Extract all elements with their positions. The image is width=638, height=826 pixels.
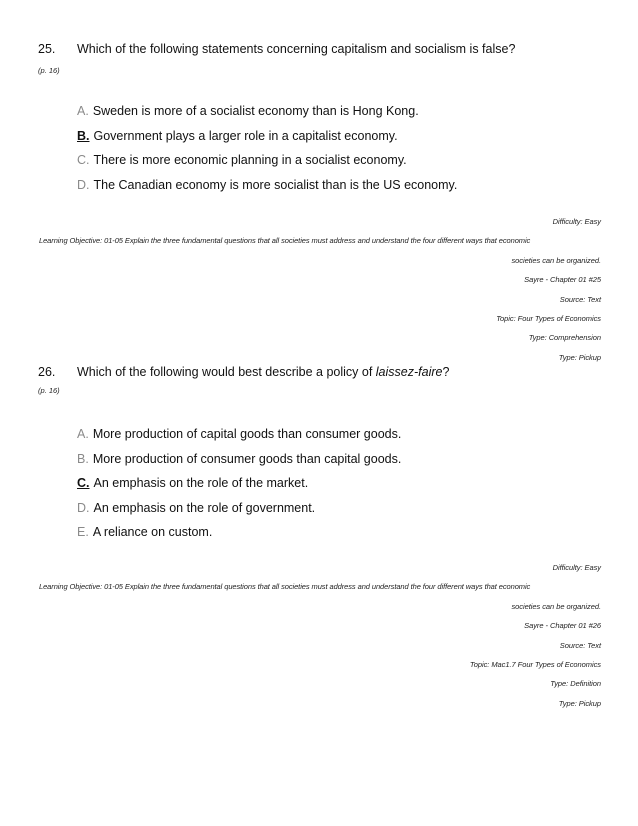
choice-b: [77, 452, 401, 477]
difficulty: Difficulty: Easy: [552, 217, 601, 226]
choice-letter: C.: [77, 153, 90, 168]
correct-choice-letter: B.: [77, 128, 90, 143]
question-type: Type: Definition: [550, 679, 601, 689]
page-reference: (p. 16): [38, 386, 60, 395]
choice-letter: D.: [77, 177, 90, 192]
correct-choice-letter: C.: [77, 476, 90, 491]
choice-d: [77, 501, 401, 526]
choice-text: More production of capital goods than consumer goods.: [92, 427, 402, 441]
question-number: 26.: [38, 365, 56, 379]
choice-letter: B.: [77, 451, 89, 466]
choice-letter: E.: [77, 525, 89, 540]
choice-letter: A.: [77, 104, 89, 118]
choice-text: An emphasis on the role of government.: [93, 500, 316, 515]
source: Source: Text: [559, 640, 601, 650]
question-type: Type: Pickup: [558, 698, 601, 708]
choice-c: [77, 153, 457, 178]
chapter-reference: Sayre - Chapter 01 #25: [524, 275, 601, 285]
choice-text: Sweden is more of a socialist economy than is Hong Kong.: [92, 104, 419, 118]
choice-text: A reliance on custom.: [92, 525, 213, 540]
learning-objective-continued: societies can be organized.: [511, 255, 601, 265]
choice-letter: D.: [77, 500, 90, 515]
choice-text: An emphasis on the role of the market.: [93, 476, 309, 491]
choice-text: More production of consumer goods than capital goods.: [92, 451, 402, 466]
question-type: Type: Pickup: [558, 352, 601, 362]
question-header: [0, 42, 638, 62]
question-type: Type: Comprehension: [528, 333, 601, 343]
choice-letter: A.: [77, 427, 89, 441]
choice-e: [77, 525, 401, 550]
choice-text: Government plays a larger role in a capitalist economy.: [93, 128, 398, 143]
answer-choices: [77, 104, 457, 202]
topic: Topic: Mac1.7 Four Types of Economics: [469, 659, 601, 669]
choice-c: [77, 476, 401, 501]
source: Source: Text: [559, 294, 601, 304]
question-number: 25.: [38, 42, 56, 56]
choice-b: [77, 129, 457, 154]
question-25: [0, 42, 638, 362]
learning-objective-continued: societies can be organized.: [511, 601, 601, 611]
italic-term: laissez-faire: [375, 365, 443, 379]
learning-objective: Learning Objective: 01-05 Explain the three fundamental questions that all societies must address and understand the four different ways that economic: [39, 236, 531, 245]
choice-text: The Canadian economy is more socialist than is the US economy.: [93, 177, 458, 192]
question-stem: Which of the following statements concerning capitalism and socialism is false?: [77, 42, 516, 56]
choice-a: [77, 427, 401, 452]
page-reference: (p. 16): [38, 66, 60, 75]
choice-d: [77, 178, 457, 203]
question-26: [0, 365, 638, 708]
choice-a: [77, 104, 457, 129]
choice-text: There is more economic planning in a socialist economy.: [93, 153, 407, 168]
chapter-reference: Sayre - Chapter 01 #26: [524, 621, 601, 631]
topic: Topic: Four Types of Economics: [496, 313, 601, 323]
answer-choices: [77, 427, 401, 550]
question-header: [0, 365, 638, 385]
difficulty: Difficulty: Easy: [552, 563, 601, 572]
learning-objective: Learning Objective: 01-05 Explain the three fundamental questions that all societies must address and understand the four different ways that economic: [39, 582, 531, 591]
question-stem: Which of the following would best describe a policy of laissez-faire?: [77, 365, 450, 379]
